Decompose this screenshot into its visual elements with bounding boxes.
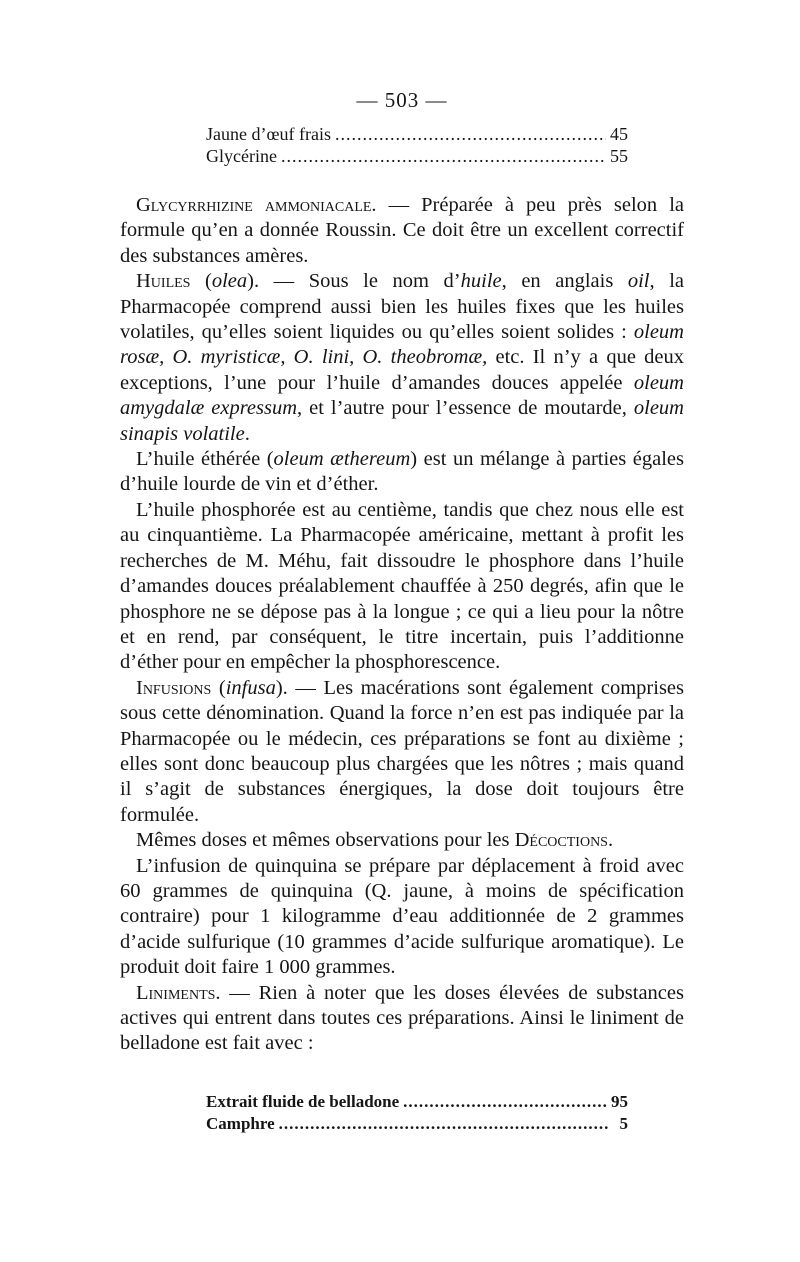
entry-term: Liniments — [136, 981, 216, 1004]
latin-term: oleum sinapis volatile — [120, 397, 684, 445]
text-run: , et l’autre pour l’essence de moutarde, — [297, 397, 634, 420]
paragraph-liniments — [120, 981, 684, 1057]
ingredient-amount: 55 — [610, 146, 628, 166]
ingredient-label: Jaune d’œuf frais — [206, 124, 331, 144]
top-recipe — [120, 123, 684, 167]
latin-term: infusa — [225, 676, 276, 699]
dot-leader — [281, 145, 606, 167]
italic-word: huile — [460, 270, 502, 293]
ingredient-amount: 45 — [610, 124, 628, 144]
text-run: Mêmes doses et mêmes observations pour les — [136, 829, 515, 852]
entry-term: Huiles — [136, 270, 191, 293]
paragraph-glycyrrhizine — [120, 193, 684, 269]
recipe-row — [206, 1091, 628, 1113]
dot-leader — [279, 1113, 610, 1135]
text-run: , en anglais — [501, 270, 628, 293]
text-run: ( — [211, 676, 226, 699]
latin-term: olea — [211, 270, 248, 293]
ingredient-amount: 95 — [611, 1091, 628, 1111]
entry-term: Infusions — [136, 676, 212, 699]
latin-term: oleum rosæ, O. myristicæ, O. lini, O. theobromæ, — [120, 321, 684, 369]
text-run: ) est un mélange à parties égales d’huile lourde de vin et d’éther. — [120, 448, 685, 496]
ingredient-label: Glycérine — [206, 146, 277, 166]
text-run: ). — Les macérations sont également comprises sous cette dénomination. Quand la force n’en est pas indiquée par la Pharmacopée ou le médecin, ces préparations se font au dixième ; elles sont donc beaucoup plus chargées que les nôtres ; mais quand il s’agit de substances énergiques, la dose doit toujours être formulée. — [120, 676, 684, 826]
entry-term: Décoctions — [514, 829, 608, 852]
page-number: — 503 — — [356, 88, 448, 112]
text-run: . — [607, 829, 614, 852]
recipe-row — [206, 145, 628, 167]
text-run: ( — [190, 270, 212, 293]
paragraph-huiles — [120, 269, 684, 447]
dot-leader — [403, 1091, 607, 1113]
text-run: L’huile éthérée ( — [136, 448, 274, 471]
entry-term: Glycyrrhizine ammoniacale. — [136, 194, 377, 216]
recipe-row — [206, 123, 628, 145]
entry-text: — Préparée à peu près selon la formule qu’en a donnée Roussin. Ce doit être un excellent correctif des substances amères. — [120, 194, 684, 267]
text-run: ). — Sous le nom d’ — [247, 270, 461, 293]
latin-term: oleum amygdalæ expressum — [120, 371, 684, 420]
ingredient-amount: 5 — [619, 1113, 628, 1133]
bottom-recipe — [120, 1091, 684, 1135]
dot-leader — [335, 123, 606, 145]
text-run: , la Pharmacopée comprend aussi bien les huiles fixes que les huiles volatiles, qu’elles soient liquides ou qu’elles soient solides : — [120, 270, 684, 344]
paragraph-infusions — [120, 676, 684, 828]
paragraph-huile-etheree — [120, 447, 684, 498]
text-run: etc. Il n’y a que deux exceptions, l’une pour l’huile d’amandes douces appelée — [120, 346, 684, 394]
entry-text: . — Rien à noter que les doses élevées de substances actives qui entrent dans toutes ces préparations. Ainsi le liniment de belladone est fait avec : — [120, 981, 684, 1055]
paragraph-huile-phosphoree: L’huile phosphorée est au centième, tandis que chez nous elle est au cinquantième. La Pharmacopée américaine, mettant à profit les recherches de M. Méhu, fait dissoudre le phosphore dans l’huile d’amandes douces préalablement chauffée à 250 degrés, afin que le phosphore ne se dépose pas à la longue ; ce qui a lieu pour la nôtre et en rend, par conséquent, le titre incertain, puis l’additionne d’éther pour en empêcher la phosphorescence. — [120, 498, 684, 674]
recipe-row — [206, 1113, 628, 1135]
paragraph-decoctions — [120, 828, 684, 853]
text-run: . — [244, 422, 250, 445]
latin-term: oleum æthereum — [273, 448, 411, 471]
ingredient-label: Extrait fluide de belladone — [206, 1091, 400, 1111]
italic-word: oil — [627, 270, 650, 293]
ingredient-label: Camphre — [206, 1113, 275, 1133]
paragraph-quinquina: L’infusion de quinquina se prépare par déplacement à froid avec 60 grammes de quinquina (Q. jaune, à moins de spécification contraire) pour 1 kilogramme d’eau additionnée de 2 grammes d’acide sulfurique (10 grammes d’acide sulfurique aromatique). Le produit doit faire 1 000 grammes. — [120, 854, 684, 979]
book-page — [120, 88, 684, 1135]
